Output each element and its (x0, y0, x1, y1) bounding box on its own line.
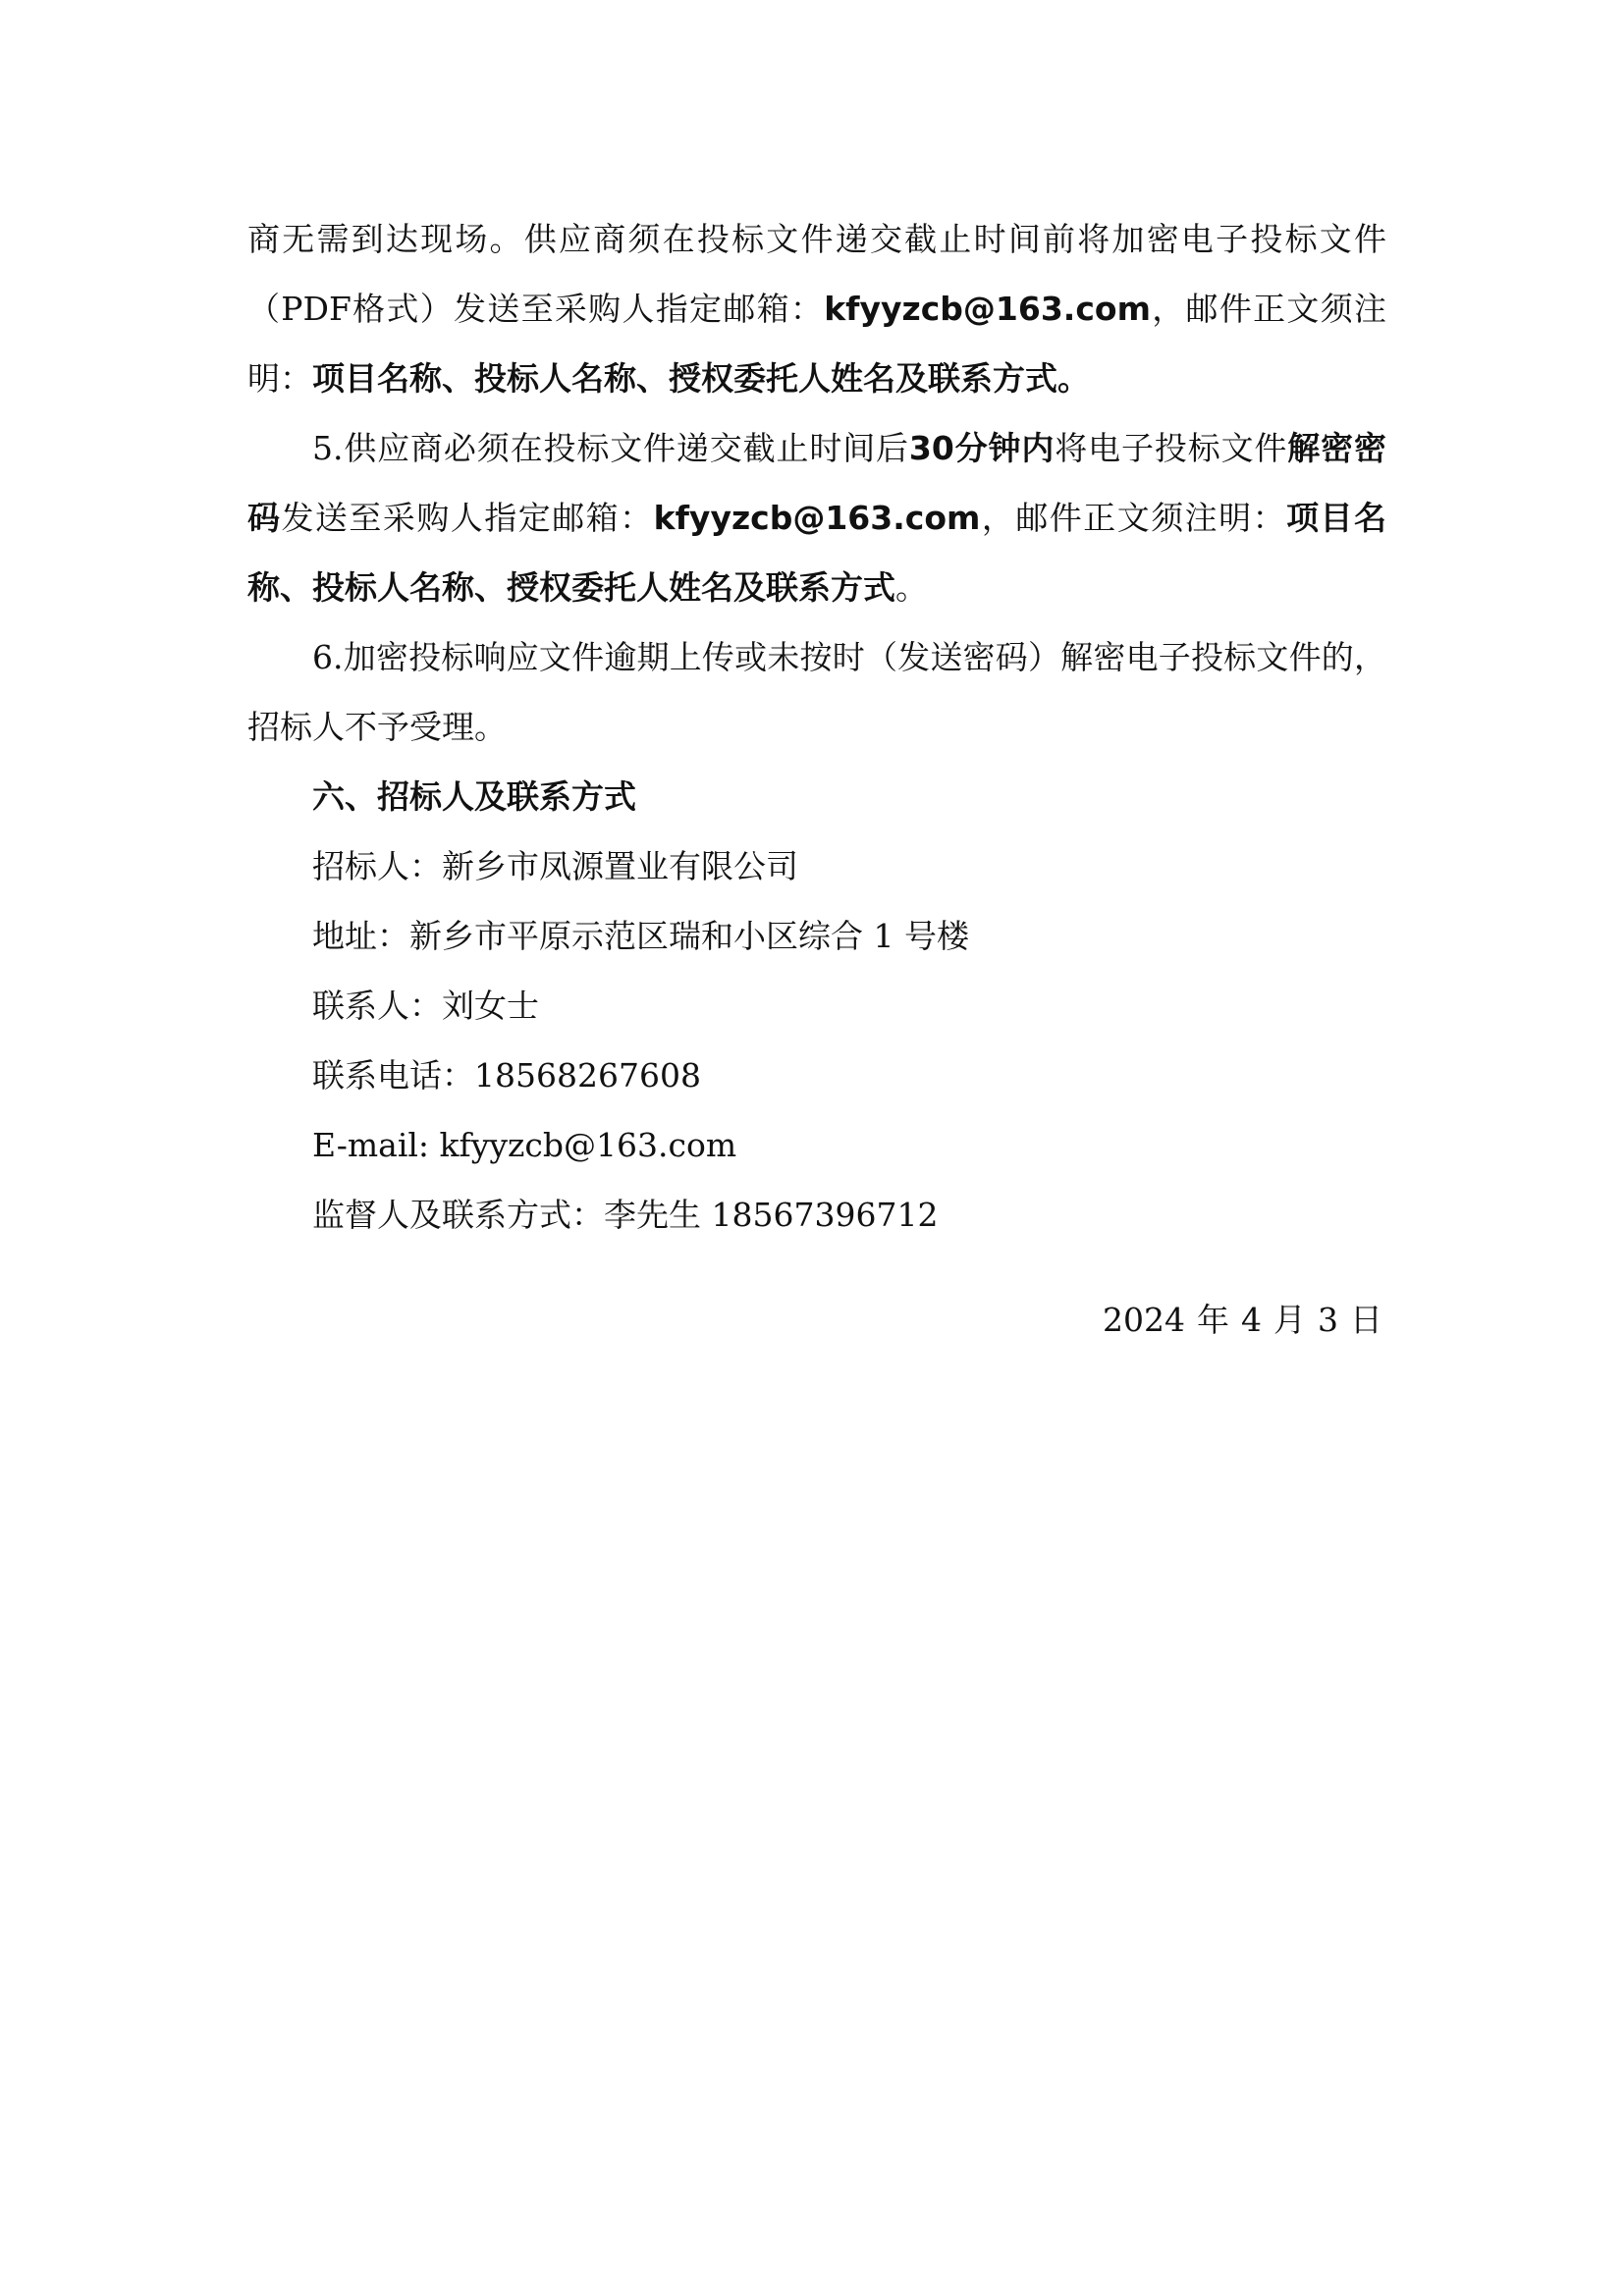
item-5-text-2: 将电子投标文件 (1055, 429, 1288, 467)
item-5-text-4: ，邮件正文须注明： (980, 499, 1287, 537)
paragraph-continued (247, 204, 1386, 413)
document-date (247, 1285, 1386, 1355)
date-day-char: 日 (1350, 1301, 1382, 1339)
date-day: 3 (1318, 1301, 1338, 1339)
item-5-email: kfyyzcb@163.com (653, 499, 981, 537)
tenderer-line: 招标人：新乡市凤源置业有限公司 (312, 847, 798, 885)
item-6-paragraph: 6.加密投标响应文件逾期上传或未按时（发送密码）解密电子投标文件的，招标人不予受理。 (247, 638, 1386, 746)
item-5-end: 。 (895, 568, 928, 607)
date-year-char: 年 (1197, 1301, 1229, 1339)
item-5-bold-tail: 项目名称、投标人名称、授权委托人姓名及联系方式 (247, 499, 1387, 607)
phone-line: 联系电话：18568267608 (312, 1056, 701, 1095)
date-month: 4 (1241, 1301, 1262, 1339)
email-line: E-mail: kfyyzcb@163.com (312, 1126, 737, 1164)
item-5-paragraph (247, 413, 1386, 622)
address-line: 地址：新乡市平原示范区瑞和小区综合 1 号楼 (312, 917, 969, 955)
paragraph-continued-text-2: ，邮件正文须注明： (247, 290, 1386, 398)
paragraph-continued-bold-tail: 项目名称、投标人名称、授权委托人姓名及联系方式。 (312, 359, 1090, 398)
item-5-text-1: 5.供应商必须在投标文件递交截止时间后 (312, 429, 909, 467)
paragraph-continued-text-1: 商无需到达现场。供应商须在投标文件递交截止时间前将加密电子投标文件（PDF格式）发送至采购人指定邮箱： (247, 220, 1386, 328)
section-6-heading: 六、招标人及联系方式 (312, 777, 636, 816)
item-5-bold-deadline: 30分钟内 (908, 429, 1056, 467)
item-5-bold-password: 解密密码 (247, 429, 1386, 537)
paragraph-continued-email: kfyyzcb@163.com (824, 290, 1151, 328)
contact-person-line: 联系人：刘女士 (312, 987, 539, 1025)
date-month-char: 月 (1273, 1301, 1306, 1339)
document-body (247, 204, 1386, 1355)
supervisor-line: 监督人及联系方式：李先生 18567396712 (312, 1196, 939, 1234)
item-5-text-3: 发送至采购人指定邮箱： (281, 499, 654, 537)
date-year: 2024 (1103, 1301, 1185, 1339)
